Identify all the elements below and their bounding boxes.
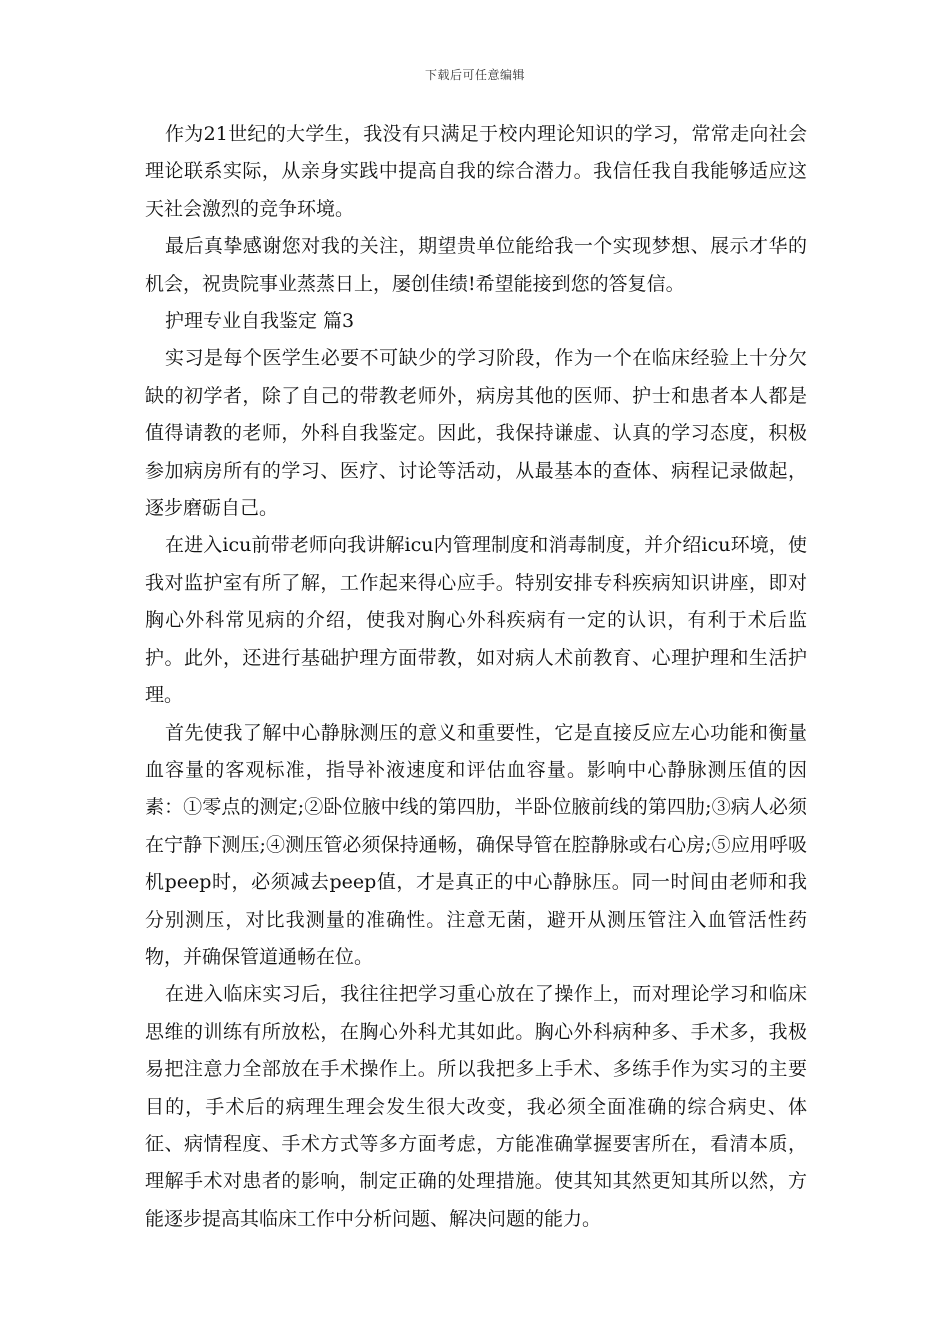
paragraph-4: 在进入icu前带老师向我讲解icu内管理制度和消毒制度，并介绍icu环境，使我对监护室有所了解，工作起来得心应手。特别安排专科疾病知识讲座，即对胸心外科常见病的介绍，使我对胸心外科疾病有一定的认识，有利于术后监护。此外，还进行基础护理方面带教，如对病人术前教育、心理护理和生活护理。	[145, 534, 807, 707]
header-note: 下载后可任意编辑	[424, 68, 525, 82]
paragraph-6: 在进入临床实习后，我往往把学习重心放在了操作上，而对理论学习和临床思维的训练有所放松，在胸心外科尤其如此。胸心外科病种多、手术多，我极易把注意力全部放在手术操作上。所以我把多上手术、多练手作为实习的主要目的，手术后的病理生理会发生很大改变，我必须全面准确的综合病史、体征、病情程度、手术方式等多方面考虑，方能准确掌握要害所在，看清本质，理解手术对患者的影响，制定正确的处理措施。使其知其然更知其所以然，方能逐步提高其临床工作中分析问题、解决问题的能力。	[145, 983, 807, 1230]
paragraph-3: 实习是每个医学生必要不可缺少的学习阶段，作为一个在临床经验上十分欠缺的初学者，除了自己的带教老师外，病房其他的医师、护士和患者本人都是值得请教的老师，外科自我鉴定。因此，我保持谦虚、认真的学习态度，积极参加病房所有的学习、医疗、讨论等活动，从最基本的查体、病程记录做起，逐步磨砺自己。	[145, 347, 807, 520]
document-body	[145, 116, 807, 1238]
section-heading: 护理专业自我鉴定 篇3	[165, 310, 355, 333]
paragraph-1: 作为21世纪的大学生，我没有只满足于校内理论知识的学习，常常走向社会理论联系实际，从亲身实践中提高自我的综合潜力。我信任我自我能够适应这天社会激烈的竞争环境。	[145, 123, 807, 220]
paragraph-2: 最后真挚感谢您对我的关注，期望贵单位能给我一个实现梦想、展示才华的机会，祝贵院事业蒸蒸日上，屡创佳绩!希望能接到您的答复信。	[145, 235, 807, 295]
paragraph-5: 首先使我了解中心静脉测压的意义和重要性，它是直接反应左心功能和衡量血容量的客观标准，指导补液速度和评估血容量。影响中心静脉测压值的因素：①零点的测定;②卧位腋中线的第四肋，半卧位腋前线的第四肋;③病人必须在宁静下测压;④测压管必须保持通畅，确保导管在腔静脉或右心房;⑤应用呼吸机peep时，必须减去peep值，才是真正的中心静脉压。同一时间由老师和我分别测压，对比我测量的准确性。注意无菌，避开从测压管注入血管活性药物，并确保管道通畅在位。	[145, 721, 807, 968]
